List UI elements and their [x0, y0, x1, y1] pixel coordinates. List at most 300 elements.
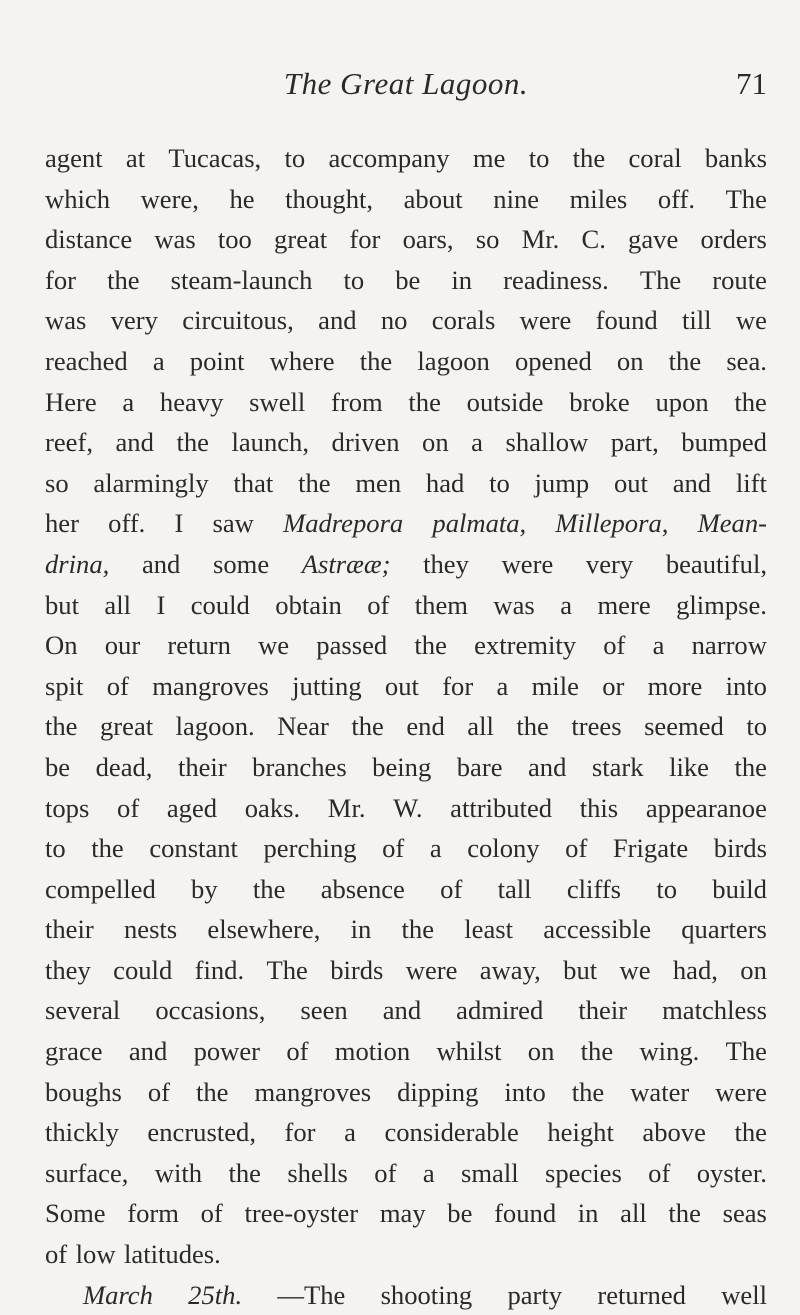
word: cliffs	[566, 873, 622, 904]
word: The	[725, 183, 767, 214]
word: to	[746, 711, 767, 742]
word: accessible	[543, 914, 652, 945]
word: the	[351, 711, 384, 742]
word: March	[83, 1279, 153, 1310]
word: The	[266, 954, 308, 985]
word: Millepora,	[555, 508, 669, 539]
word: we	[735, 305, 767, 336]
text-line	[45, 585, 767, 626]
word: miles	[569, 183, 628, 214]
word: end	[406, 711, 445, 742]
text-line	[45, 990, 767, 1031]
word: but	[563, 954, 598, 985]
word: glimpse.	[676, 589, 767, 620]
word: was	[493, 589, 535, 620]
word: Mean-	[697, 508, 767, 539]
word: trees	[571, 711, 622, 742]
word: reef,	[45, 427, 93, 458]
word: route	[712, 264, 767, 295]
text-line	[45, 950, 767, 991]
word: be	[447, 1198, 473, 1229]
word: this	[579, 792, 619, 823]
word: the	[298, 467, 331, 498]
word: but	[45, 589, 79, 620]
word: least	[464, 914, 513, 945]
word: of	[117, 792, 140, 823]
text-line	[45, 138, 767, 179]
word: were	[519, 305, 572, 336]
word: —The	[277, 1279, 346, 1310]
word: grace	[45, 1036, 103, 1067]
word: out	[384, 670, 419, 701]
word: part,	[610, 427, 659, 458]
word: their	[177, 751, 227, 782]
word: found	[595, 305, 658, 336]
word: several	[45, 995, 121, 1026]
word: constant	[149, 833, 238, 864]
word: point	[189, 345, 245, 376]
word: were	[501, 548, 554, 579]
word: off.	[657, 183, 695, 214]
word: the	[668, 345, 702, 376]
word: the	[734, 386, 767, 417]
word: was	[154, 224, 196, 255]
text-line	[45, 260, 767, 301]
word: encrusted,	[147, 1117, 256, 1148]
word: obtain	[275, 589, 342, 620]
word: tree-oyster	[244, 1198, 359, 1229]
word: 25th.	[188, 1279, 243, 1310]
word: were	[715, 1076, 767, 1107]
word: absence	[320, 873, 405, 904]
text-line	[45, 909, 767, 950]
text-line	[45, 1193, 767, 1234]
word: corals	[431, 305, 496, 336]
text-line	[45, 544, 767, 585]
word: and	[672, 467, 712, 498]
text-line	[45, 666, 767, 707]
word: into	[725, 670, 767, 701]
word: lagoon.	[175, 711, 255, 742]
word: admired	[456, 995, 544, 1026]
word: our	[104, 630, 141, 661]
word: passed	[316, 630, 388, 661]
word: the	[571, 1076, 605, 1107]
word: the	[45, 711, 78, 742]
word: tall	[497, 873, 532, 904]
word: extremity	[474, 630, 577, 661]
word: I	[156, 589, 166, 620]
word: I	[174, 508, 184, 539]
word: of	[374, 1157, 397, 1188]
word: a	[422, 1157, 435, 1188]
word: of	[565, 833, 588, 864]
word: Some	[45, 1198, 106, 1229]
word: dead,	[95, 751, 153, 782]
word: being	[372, 751, 432, 782]
word: drina,	[45, 548, 110, 579]
word: tops	[45, 792, 90, 823]
text-line	[45, 219, 767, 260]
text-line	[45, 463, 767, 504]
word: shallow	[505, 427, 589, 458]
word: that	[233, 467, 274, 498]
word: about	[403, 183, 463, 214]
word: water	[630, 1076, 690, 1107]
word: compelled	[45, 873, 156, 904]
word: and	[115, 427, 154, 458]
word: them	[414, 589, 468, 620]
word: shells	[287, 1157, 348, 1188]
body-text	[45, 138, 767, 1315]
word: in	[451, 264, 473, 295]
word: small	[461, 1157, 519, 1188]
word: Tucacas,	[168, 143, 262, 173]
word: whilst	[436, 1036, 502, 1067]
word: so	[45, 467, 69, 498]
word: the	[228, 1157, 261, 1188]
text-line	[45, 300, 767, 341]
word: build	[712, 873, 767, 904]
word: of	[382, 833, 405, 864]
word: great	[100, 711, 154, 742]
word: a	[471, 427, 483, 458]
word: heavy	[159, 386, 224, 417]
word: they	[423, 548, 469, 579]
word: broke	[569, 386, 630, 417]
word: surface,	[45, 1157, 129, 1188]
word: from	[331, 386, 383, 417]
word: jutting	[292, 670, 362, 701]
text-line	[45, 828, 767, 869]
word: find.	[194, 954, 245, 985]
word: oars,	[402, 224, 454, 255]
word: like	[669, 751, 709, 782]
word: out	[613, 467, 648, 498]
word: boughs	[45, 1076, 122, 1107]
word: gave	[628, 224, 679, 255]
word: well	[721, 1279, 767, 1310]
word: oaks.	[244, 792, 301, 823]
word: species	[545, 1157, 622, 1188]
word: the	[580, 1036, 614, 1067]
word: of	[45, 1239, 68, 1270]
word: and	[382, 995, 422, 1026]
word: Astrææ;	[301, 548, 391, 579]
word: the	[414, 630, 447, 661]
word: great	[274, 224, 328, 255]
word: dipping	[397, 1076, 479, 1107]
word: banks	[704, 143, 767, 173]
word: for	[45, 264, 77, 295]
word: and	[527, 751, 567, 782]
word: to	[489, 467, 510, 498]
word: low	[75, 1239, 116, 1270]
word: saw	[212, 508, 254, 539]
word: the	[107, 264, 140, 295]
word: had,	[672, 954, 718, 985]
word: into	[504, 1076, 546, 1107]
running-head	[45, 66, 767, 110]
word: men	[355, 467, 402, 498]
word: her	[45, 508, 79, 539]
word: appearanoe	[645, 792, 767, 823]
word: readiness.	[503, 264, 609, 295]
word: distance	[45, 224, 133, 255]
word: palmata,	[432, 508, 527, 539]
word: sea.	[726, 345, 767, 376]
word: birds	[713, 833, 767, 864]
word: circuitous,	[182, 305, 294, 336]
word: agent	[45, 143, 103, 173]
word: Frigate	[612, 833, 689, 864]
word: all	[467, 711, 494, 742]
word: swell	[249, 386, 306, 417]
word: the	[734, 1117, 767, 1148]
word: away,	[479, 954, 541, 985]
word: where	[269, 345, 335, 376]
text-line	[45, 1112, 767, 1153]
text-line	[45, 1275, 767, 1315]
word: driven	[331, 427, 400, 458]
word: thought,	[285, 183, 374, 214]
word: of	[147, 1076, 170, 1107]
word: form	[127, 1198, 179, 1229]
word: found	[494, 1198, 557, 1229]
word: C.	[581, 224, 606, 255]
word: a	[344, 1117, 356, 1148]
word: power	[193, 1036, 261, 1067]
word: the	[252, 873, 286, 904]
word: in	[350, 914, 372, 945]
word: were	[405, 954, 458, 985]
word: on	[616, 345, 644, 376]
word: Madrepora	[283, 508, 404, 539]
text-line	[45, 382, 767, 423]
page-number: 71	[736, 66, 767, 101]
word: Near	[277, 711, 329, 742]
word: orders	[700, 224, 767, 255]
word: Mr.	[521, 224, 560, 255]
word: very	[585, 548, 634, 579]
word: all	[104, 589, 132, 620]
word: The	[725, 1036, 767, 1067]
word: of	[367, 589, 390, 620]
word: to	[343, 264, 365, 295]
word: seas	[722, 1198, 767, 1229]
word: the	[401, 914, 435, 945]
word: lagoon	[417, 345, 490, 376]
word: and	[141, 548, 181, 579]
word: birds	[330, 954, 384, 985]
word: he	[229, 183, 255, 214]
word: Here	[45, 386, 97, 417]
word: off.	[108, 508, 146, 539]
word: too	[217, 224, 252, 255]
word: mile	[531, 670, 579, 701]
word: seemed	[644, 711, 724, 742]
word: a	[122, 386, 135, 417]
word: more	[647, 670, 703, 701]
word: we	[619, 954, 651, 985]
word: The	[639, 264, 682, 295]
word: height	[547, 1117, 614, 1148]
word: on	[422, 427, 449, 458]
word: their	[45, 914, 94, 945]
word: steam-launch	[170, 264, 313, 295]
word: party	[507, 1279, 563, 1310]
word: outside	[466, 386, 544, 417]
word: for	[284, 1117, 316, 1148]
text-line	[45, 1153, 767, 1194]
word: the	[195, 1076, 229, 1107]
word: the	[408, 386, 441, 417]
word: aged	[166, 792, 218, 823]
word: wing.	[639, 1036, 700, 1067]
word: the	[668, 1198, 701, 1229]
word: till	[682, 305, 712, 336]
word: quarters	[681, 914, 767, 945]
word: above	[642, 1117, 706, 1148]
word: returned	[597, 1279, 686, 1310]
word: oyster.	[696, 1157, 767, 1188]
word: motion	[334, 1036, 411, 1067]
word: perching	[263, 833, 357, 864]
word: was	[45, 305, 87, 336]
word: launch,	[231, 427, 310, 458]
word: the	[176, 427, 209, 458]
word: be	[45, 751, 71, 782]
text-line	[45, 706, 767, 747]
word: had	[425, 467, 465, 498]
word: a	[560, 589, 573, 620]
word: mere	[597, 589, 651, 620]
word: for	[349, 224, 381, 255]
word: all	[620, 1198, 647, 1229]
word: nests	[123, 914, 178, 945]
text-line	[45, 503, 767, 544]
word: were,	[140, 183, 199, 214]
word: bumped	[681, 427, 767, 458]
word: W.	[393, 792, 423, 823]
text-line	[45, 1031, 767, 1072]
word: Mr.	[327, 792, 366, 823]
word: to	[45, 833, 66, 864]
word: latitudes.	[124, 1239, 221, 1270]
word: a	[652, 630, 665, 661]
word: beautiful,	[665, 548, 767, 579]
word: colony	[467, 833, 540, 864]
word: nine	[493, 183, 540, 214]
word: of	[106, 670, 129, 701]
word: at	[125, 143, 146, 173]
word: spit	[45, 670, 84, 701]
word: of	[603, 630, 626, 661]
word: may	[379, 1198, 426, 1229]
word: stark	[591, 751, 644, 782]
word: and	[128, 1036, 168, 1067]
word: in	[577, 1198, 599, 1229]
word: mangroves	[152, 670, 269, 701]
word: shooting	[380, 1279, 473, 1310]
word: attributed	[450, 792, 553, 823]
word: jump	[534, 467, 590, 498]
word: very	[110, 305, 158, 336]
word: alarmingly	[93, 467, 209, 498]
word: occasions,	[155, 995, 266, 1026]
word: narrow	[691, 630, 767, 661]
word: upon	[655, 386, 709, 417]
running-title: The Great Lagoon.	[283, 66, 529, 101]
word: return	[167, 630, 231, 661]
word: opened	[514, 345, 592, 376]
word: the	[359, 345, 393, 376]
word: of	[286, 1036, 309, 1067]
word: thickly	[45, 1117, 119, 1148]
word: or	[602, 670, 625, 701]
word: of	[440, 873, 463, 904]
word: on	[740, 954, 767, 985]
word: of	[648, 1157, 671, 1188]
word: branches	[252, 751, 347, 782]
word: be	[395, 264, 421, 295]
word: to	[528, 143, 550, 173]
word: could	[113, 954, 173, 985]
word: reached	[45, 345, 128, 376]
word: matchless	[662, 995, 767, 1026]
word: no	[380, 305, 408, 336]
text-line	[45, 341, 767, 382]
word: On	[45, 630, 78, 661]
word: to	[656, 873, 677, 904]
word: the	[516, 711, 549, 742]
word: on	[527, 1036, 555, 1067]
word: and	[318, 305, 357, 336]
word: a	[152, 345, 165, 376]
word: elsewhere,	[207, 914, 321, 945]
word: coral	[628, 143, 682, 173]
word: a	[429, 833, 442, 864]
word: could	[190, 589, 250, 620]
word: we	[258, 630, 290, 661]
word: they	[45, 954, 91, 985]
text-line	[45, 869, 767, 910]
word: bare	[456, 751, 503, 782]
text-line	[45, 1234, 767, 1275]
word: the	[734, 751, 767, 782]
word: with	[154, 1157, 203, 1188]
text-line	[45, 1072, 767, 1113]
word: accompany	[328, 143, 450, 173]
text-line	[45, 179, 767, 220]
text-line	[45, 422, 767, 463]
text-line	[45, 625, 767, 666]
word: their	[578, 995, 628, 1026]
word: the	[572, 143, 606, 173]
word: mangroves	[254, 1076, 372, 1107]
word: lift	[735, 467, 767, 498]
text-line	[45, 788, 767, 829]
word: of	[200, 1198, 223, 1229]
word: some	[213, 548, 270, 579]
word: by	[191, 873, 218, 904]
word: which	[45, 183, 110, 214]
word: the	[91, 833, 124, 864]
text-line	[45, 747, 767, 788]
word: so	[475, 224, 500, 255]
word: considerable	[384, 1117, 519, 1148]
word: for	[442, 670, 474, 701]
